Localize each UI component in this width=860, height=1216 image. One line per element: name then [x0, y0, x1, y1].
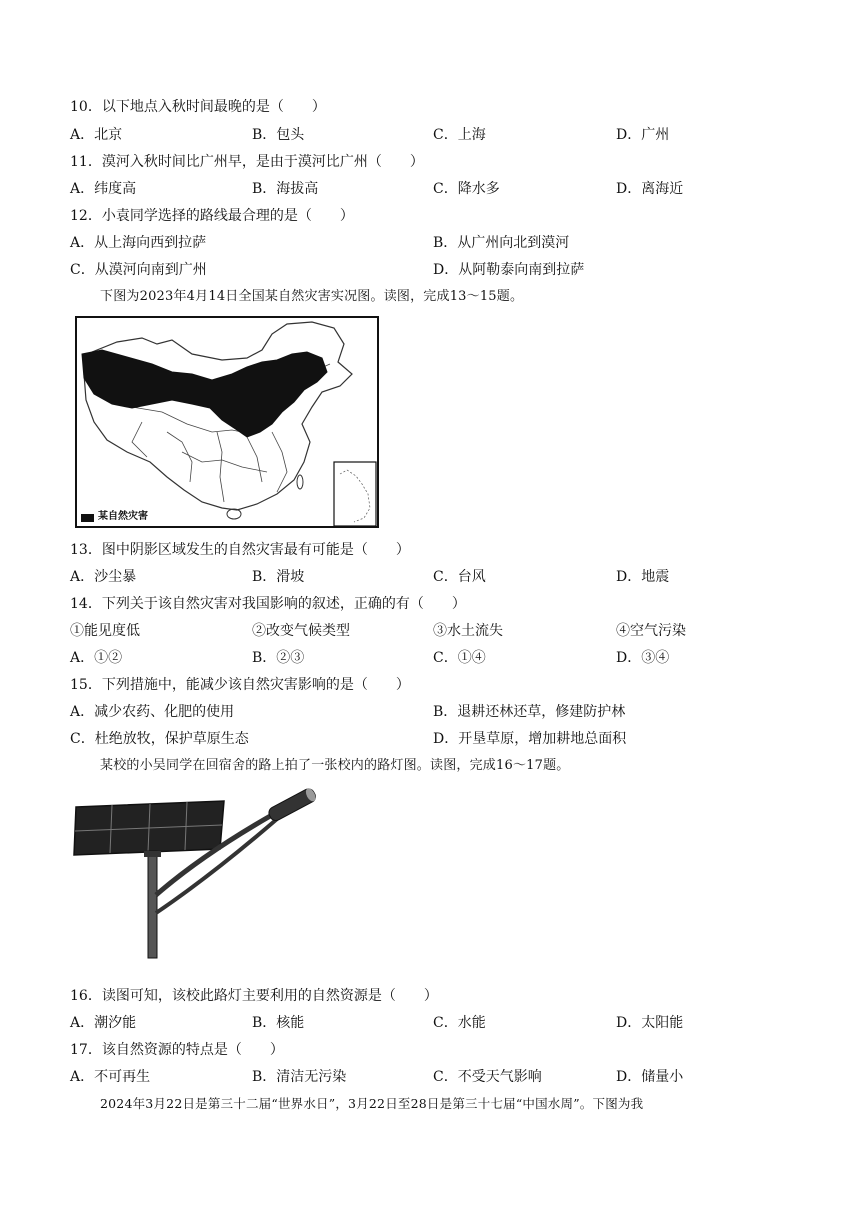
q14-item-2: ②改变气候类型: [252, 623, 350, 639]
q13-option-a: A．沙尘暴: [70, 569, 137, 585]
q17-option-c: C．不受天气影响: [433, 1069, 542, 1085]
map-intro-text: 下图为2023年4月14日全国某自然灾害实况图。读图，完成13～15题。: [100, 289, 524, 304]
question-15-stem: 15．下列措施中，能减少该自然灾害影响的是（ ）: [70, 677, 410, 693]
q12-option-c: C．从漠河向南到广州: [70, 262, 207, 278]
q14-option-b: B．②③: [252, 650, 305, 666]
q13-option-c: C．台风: [433, 569, 486, 585]
question-10-stem: 10．以下地点入秋时间最晚的是（ ）: [70, 99, 326, 115]
q17-option-d: D．储量小: [616, 1069, 684, 1085]
q12-option-d: D．从阿勒泰向南到拉萨: [433, 262, 585, 278]
q17-option-a: A．不可再生: [70, 1069, 151, 1085]
q15-option-d: D．开垦草原，增加耕地总面积: [433, 731, 627, 747]
map-legend-label: 某自然灾害: [98, 511, 148, 522]
q14-option-a: A．①②: [70, 650, 123, 666]
q12-option-a: A．从上海向西到拉萨: [70, 235, 207, 251]
q11-option-b: B．海拔高: [252, 181, 319, 197]
q14-item-3: ③水土流失: [433, 623, 503, 639]
q14-option-c: C．①④: [433, 650, 486, 666]
question-13-stem: 13．图中阴影区域发生的自然灾害最有可能是（ ）: [70, 542, 410, 558]
streetlight-intro-text: 某校的小吴同学在回宿舍的路上拍了一张校内的路灯图。读图，完成16～17题。: [100, 758, 570, 773]
q10-option-d: D．广州: [616, 127, 670, 143]
q14-option-d: D．③④: [616, 650, 670, 666]
solar-streetlight-image: [72, 785, 322, 960]
q16-option-d: D．太阳能: [616, 1015, 684, 1031]
q17-option-b: B．清洁无污染: [252, 1069, 347, 1085]
q10-option-a: A．北京: [70, 127, 123, 143]
q11-option-d: D．离海近: [616, 181, 684, 197]
water-day-intro-text: 2024年3月22日是第三十二届“世界水日”，3月22日至28日是第三十七届“中国水周”。下图为我: [100, 1096, 644, 1111]
q14-item-4: ④空气污染: [616, 623, 686, 639]
question-17-stem: 17．该自然资源的特点是（ ）: [70, 1042, 284, 1058]
q16-option-c: C．水能: [433, 1015, 486, 1031]
q13-option-d: D．地震: [616, 569, 670, 585]
q13-option-b: B．滑坡: [252, 569, 305, 585]
q16-option-a: A．潮汐能: [70, 1015, 137, 1031]
question-14-stem: 14．下列关于该自然灾害对我国影响的叙述，正确的有（ ）: [70, 596, 466, 612]
q11-option-c: C．降水多: [433, 181, 500, 197]
question-11-stem: 11．漠河入秋时间比广州早，是由于漠河比广州（ ）: [70, 154, 424, 170]
q16-option-b: B．核能: [252, 1015, 305, 1031]
q15-option-c: C．杜绝放牧，保护草原生态: [70, 731, 249, 747]
q15-option-b: B．退耕还林还草，修建防护林: [433, 704, 626, 720]
q15-option-a: A．减少农药、化肥的使用: [70, 704, 235, 720]
question-16-stem: 16．读图可知，该校此路灯主要利用的自然资源是（ ）: [70, 988, 438, 1004]
q10-option-c: C．上海: [433, 127, 486, 143]
q11-option-a: A．纬度高: [70, 181, 137, 197]
q12-option-b: B．从广州向北到漠河: [433, 235, 570, 251]
disaster-map-figure: [72, 312, 382, 530]
q10-option-b: B．包头: [252, 127, 305, 143]
q14-item-1: ①能见度低: [70, 623, 140, 639]
question-12-stem: 12．小袁同学选择的路线最合理的是（ ）: [70, 208, 354, 224]
